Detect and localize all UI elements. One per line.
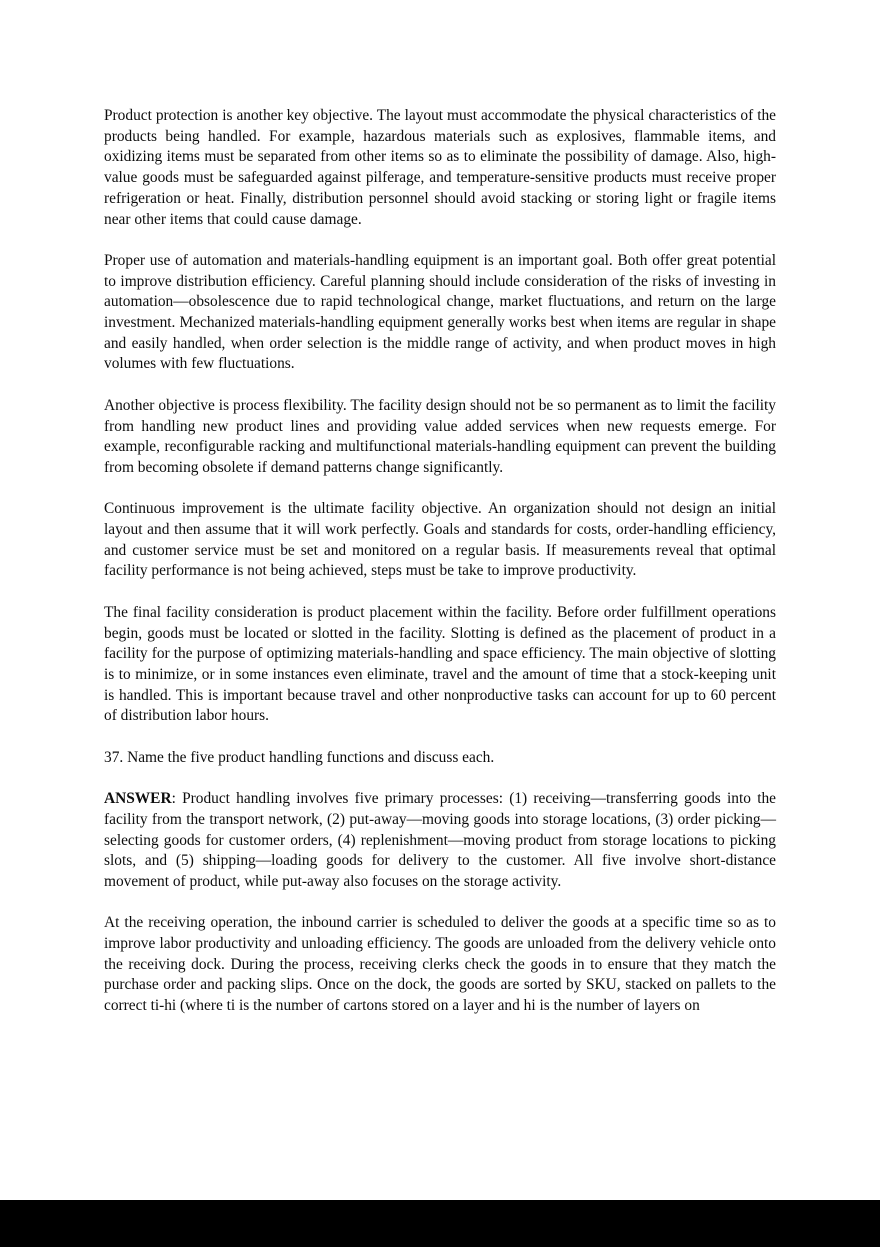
answer-paragraph: [104, 789, 776, 893]
answer-label: ANSWER: [104, 790, 172, 808]
question-37: 37. Name the five product handling functions and discuss each.: [104, 748, 495, 766]
paragraph-receiving-operation: At the receiving operation, the inbound carrier is scheduled to deliver the goods at a specific time so as to improve labor productivity and unloading efficiency. The goods are unloaded from the delivery vehicle onto the receiving dock. During the process, receiving clerks check the goods in to ensure that they match the purchase order and packing slips. Once on the dock, the goods are sorted by SKU, stacked on pallets to the correct ti-hi (where ti is the number of cartons stored on a layer and hi is the number of layers on: [104, 914, 776, 1015]
answer-text: : Product handling involves five primary processes: (1) receiving—transferring goods into the facility from the transport network, (2) put-away—moving goods into storage locations, (3) order picking—selecting goods for customer orders, (4) replenishment—moving product from storage locations to picking slots, and (5) shipping—loading goods for delivery to the customer. All five involve short-distance movement of product, while put-away also focuses on the storage activity.: [104, 790, 776, 890]
document-content: [104, 106, 776, 1017]
page-bottom-margin: [0, 1200, 880, 1247]
paragraph-product-protection: Product protection is another key objective. The layout must accommodate the physical characteristics of the products being handled. For example, hazardous materials such as explosives, flammable items, and oxidizing items must be separated from other items so as to eliminate the possibility of damage. Also, high-value goods must be safeguarded against pilferage, and temperature-sensitive products must receive proper refrigeration or heat. Finally, distribution personnel should avoid stacking or storing light or fragile items near other items that could cause damage.: [104, 107, 776, 228]
paragraph-product-placement: The final facility consideration is product placement within the facility. Before order fulfillment operations begin, goods must be located or slotted in the facility. Slotting is defined as the placement of product in a facility for the purpose of optimizing materials-handling and space efficiency. The main objective of slotting is to minimize, or in some instances even eliminate, travel and the amount of time that a stock-keeping unit is handled. This is important because travel and other nonproductive tasks can account for up to 60 percent of distribution labor hours.: [104, 603, 776, 725]
paragraph-process-flexibility: Another objective is process flexibility. The facility design should not be so permanent as to limit the facility from handling new product lines and providing value added services when new requests emerge. For example, reconfigurable racking and multifunctional materials-handling equipment can prevent the building from becoming obsolete if demand patterns change significantly.: [104, 396, 776, 476]
paragraph-automation: Proper use of automation and materials-handling equipment is an important goal. Both offer great potential to improve distribution efficiency. Careful planning should include consideration of the risks of investing in automation—obsolescence due to rapid technological change, market fluctuations, and return on the large investment. Mechanized materials-handling equipment generally works best when items are regular in shape and easily handled, when order selection is the middle range of activity, and when product moves in high volumes with few fluctuations.: [104, 251, 776, 373]
paragraph-continuous-improvement: Continuous improvement is the ultimate facility objective. An organization should not design an initial layout and then assume that it will work perfectly. Goals and standards for costs, order-handling efficiency, and customer service must be set and monitored on a regular basis. If measurements reveal that optimal facility performance is not being achieved, steps must be take to improve productivity.: [104, 500, 776, 580]
